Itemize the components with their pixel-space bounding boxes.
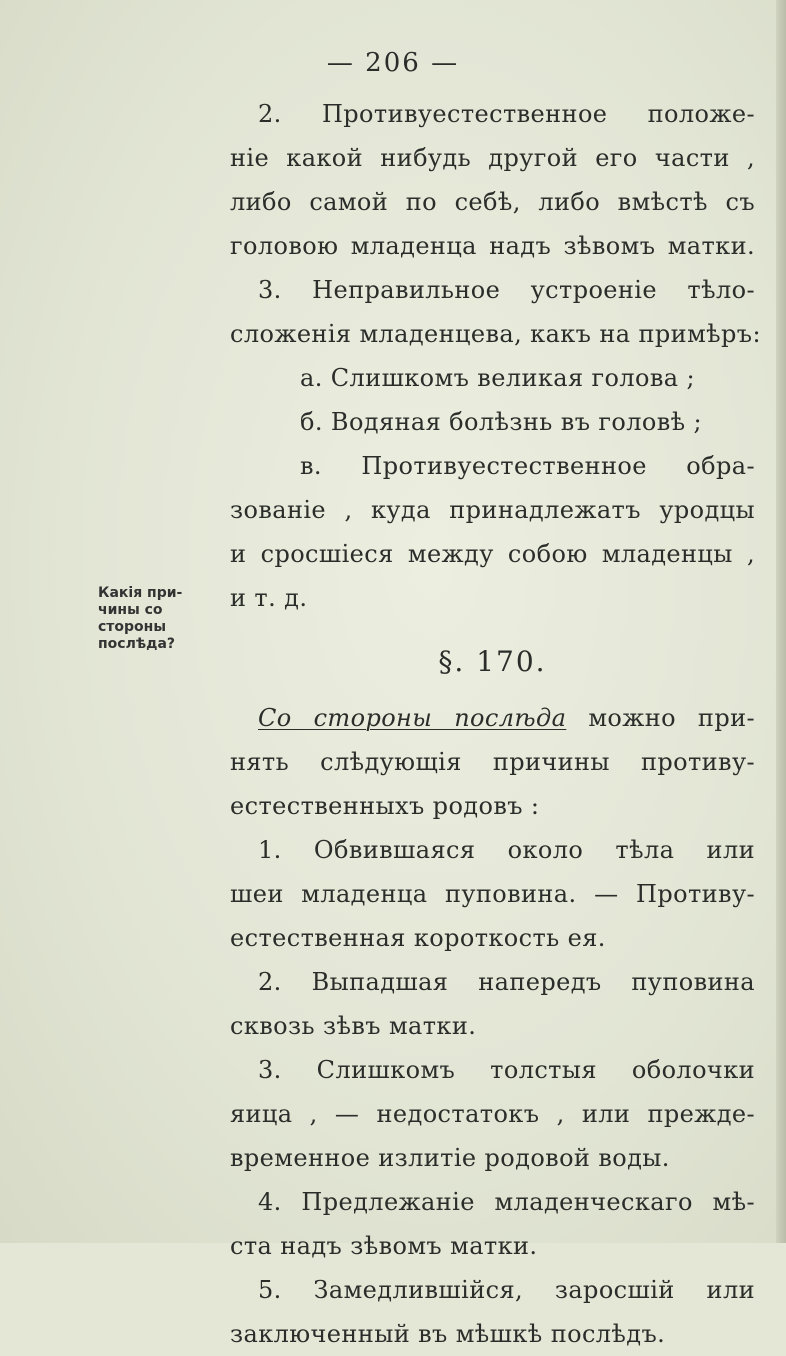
margin-note-line: стороны <box>98 619 167 635</box>
text-line: 1. Обвившаяся около тѣла или <box>258 836 755 864</box>
text-line: 3. Слишкомъ толстыя оболочки <box>258 1056 755 1084</box>
text-line: и т. д. <box>230 584 308 612</box>
paragraph-block-bottom <box>230 740 755 1356</box>
margin-note-line: чины со <box>98 602 163 618</box>
text-line: яица , — недостатокъ , или прежде- <box>230 1100 755 1128</box>
text-line: естественная короткость ея. <box>230 924 606 952</box>
text-line: и сросшіеся между собою младенцы , <box>230 540 755 568</box>
text-line: сложенія младенцева, какъ на примѣръ: <box>230 320 761 348</box>
margin-note-line: Какія при- <box>98 585 183 601</box>
margin-note-line: послѣда? <box>98 636 176 652</box>
section-heading: §. 170. <box>438 645 547 678</box>
text-line: 2. Противуестественное положе- <box>258 100 755 128</box>
section-first-line <box>230 696 755 740</box>
text-line: ста надъ зѣвомъ матки. <box>230 1232 538 1260</box>
text-line: зованіе , куда принадлежатъ уродцы <box>230 496 755 524</box>
text-line: либо самой по себѣ, либо вмѣстѣ съ <box>230 188 755 216</box>
paragraph-block-top <box>230 92 761 620</box>
text-line: шеи младенца пуповина. — Противу- <box>230 880 755 908</box>
text-line: 5. Замедлившійся, заросшій или <box>258 1276 755 1304</box>
text-line: головою младенца надъ зѣвомъ матки. <box>230 232 755 260</box>
page-edge <box>776 0 786 1243</box>
text-line: а. Слишкомъ великая голова ; <box>300 364 695 392</box>
text-line: 2. Выпадшая напередъ пуповина <box>258 968 755 996</box>
text-line: естественныхъ родовъ : <box>230 792 540 820</box>
text-line: ніе какой нибудь другой его части , <box>230 144 755 172</box>
section-first-rest: можно при- <box>588 704 755 732</box>
main-text <box>230 92 761 1356</box>
section-italic-phrase: Со стороны послѣда <box>258 704 567 732</box>
text-line: б. Водяная болѣзнь въ головѣ ; <box>300 408 703 436</box>
text-line: нять слѣдующія причины противу- <box>230 748 755 776</box>
page-number: — 206 — <box>326 48 460 78</box>
text-line: сквозь зѣвъ матки. <box>230 1012 477 1040</box>
text-line: 3. Неправильное устроеніе тѣло- <box>258 276 755 304</box>
text-line: 4. Предлежаніе младенческаго мѣ- <box>258 1188 755 1216</box>
text-line: временное излитіе родовой воды. <box>230 1144 670 1172</box>
text-line: в. Противуестественное обра- <box>300 452 755 480</box>
margin-note <box>98 585 226 653</box>
text-line: заключенный въ мѣшкѣ послѣдъ. <box>230 1320 666 1348</box>
